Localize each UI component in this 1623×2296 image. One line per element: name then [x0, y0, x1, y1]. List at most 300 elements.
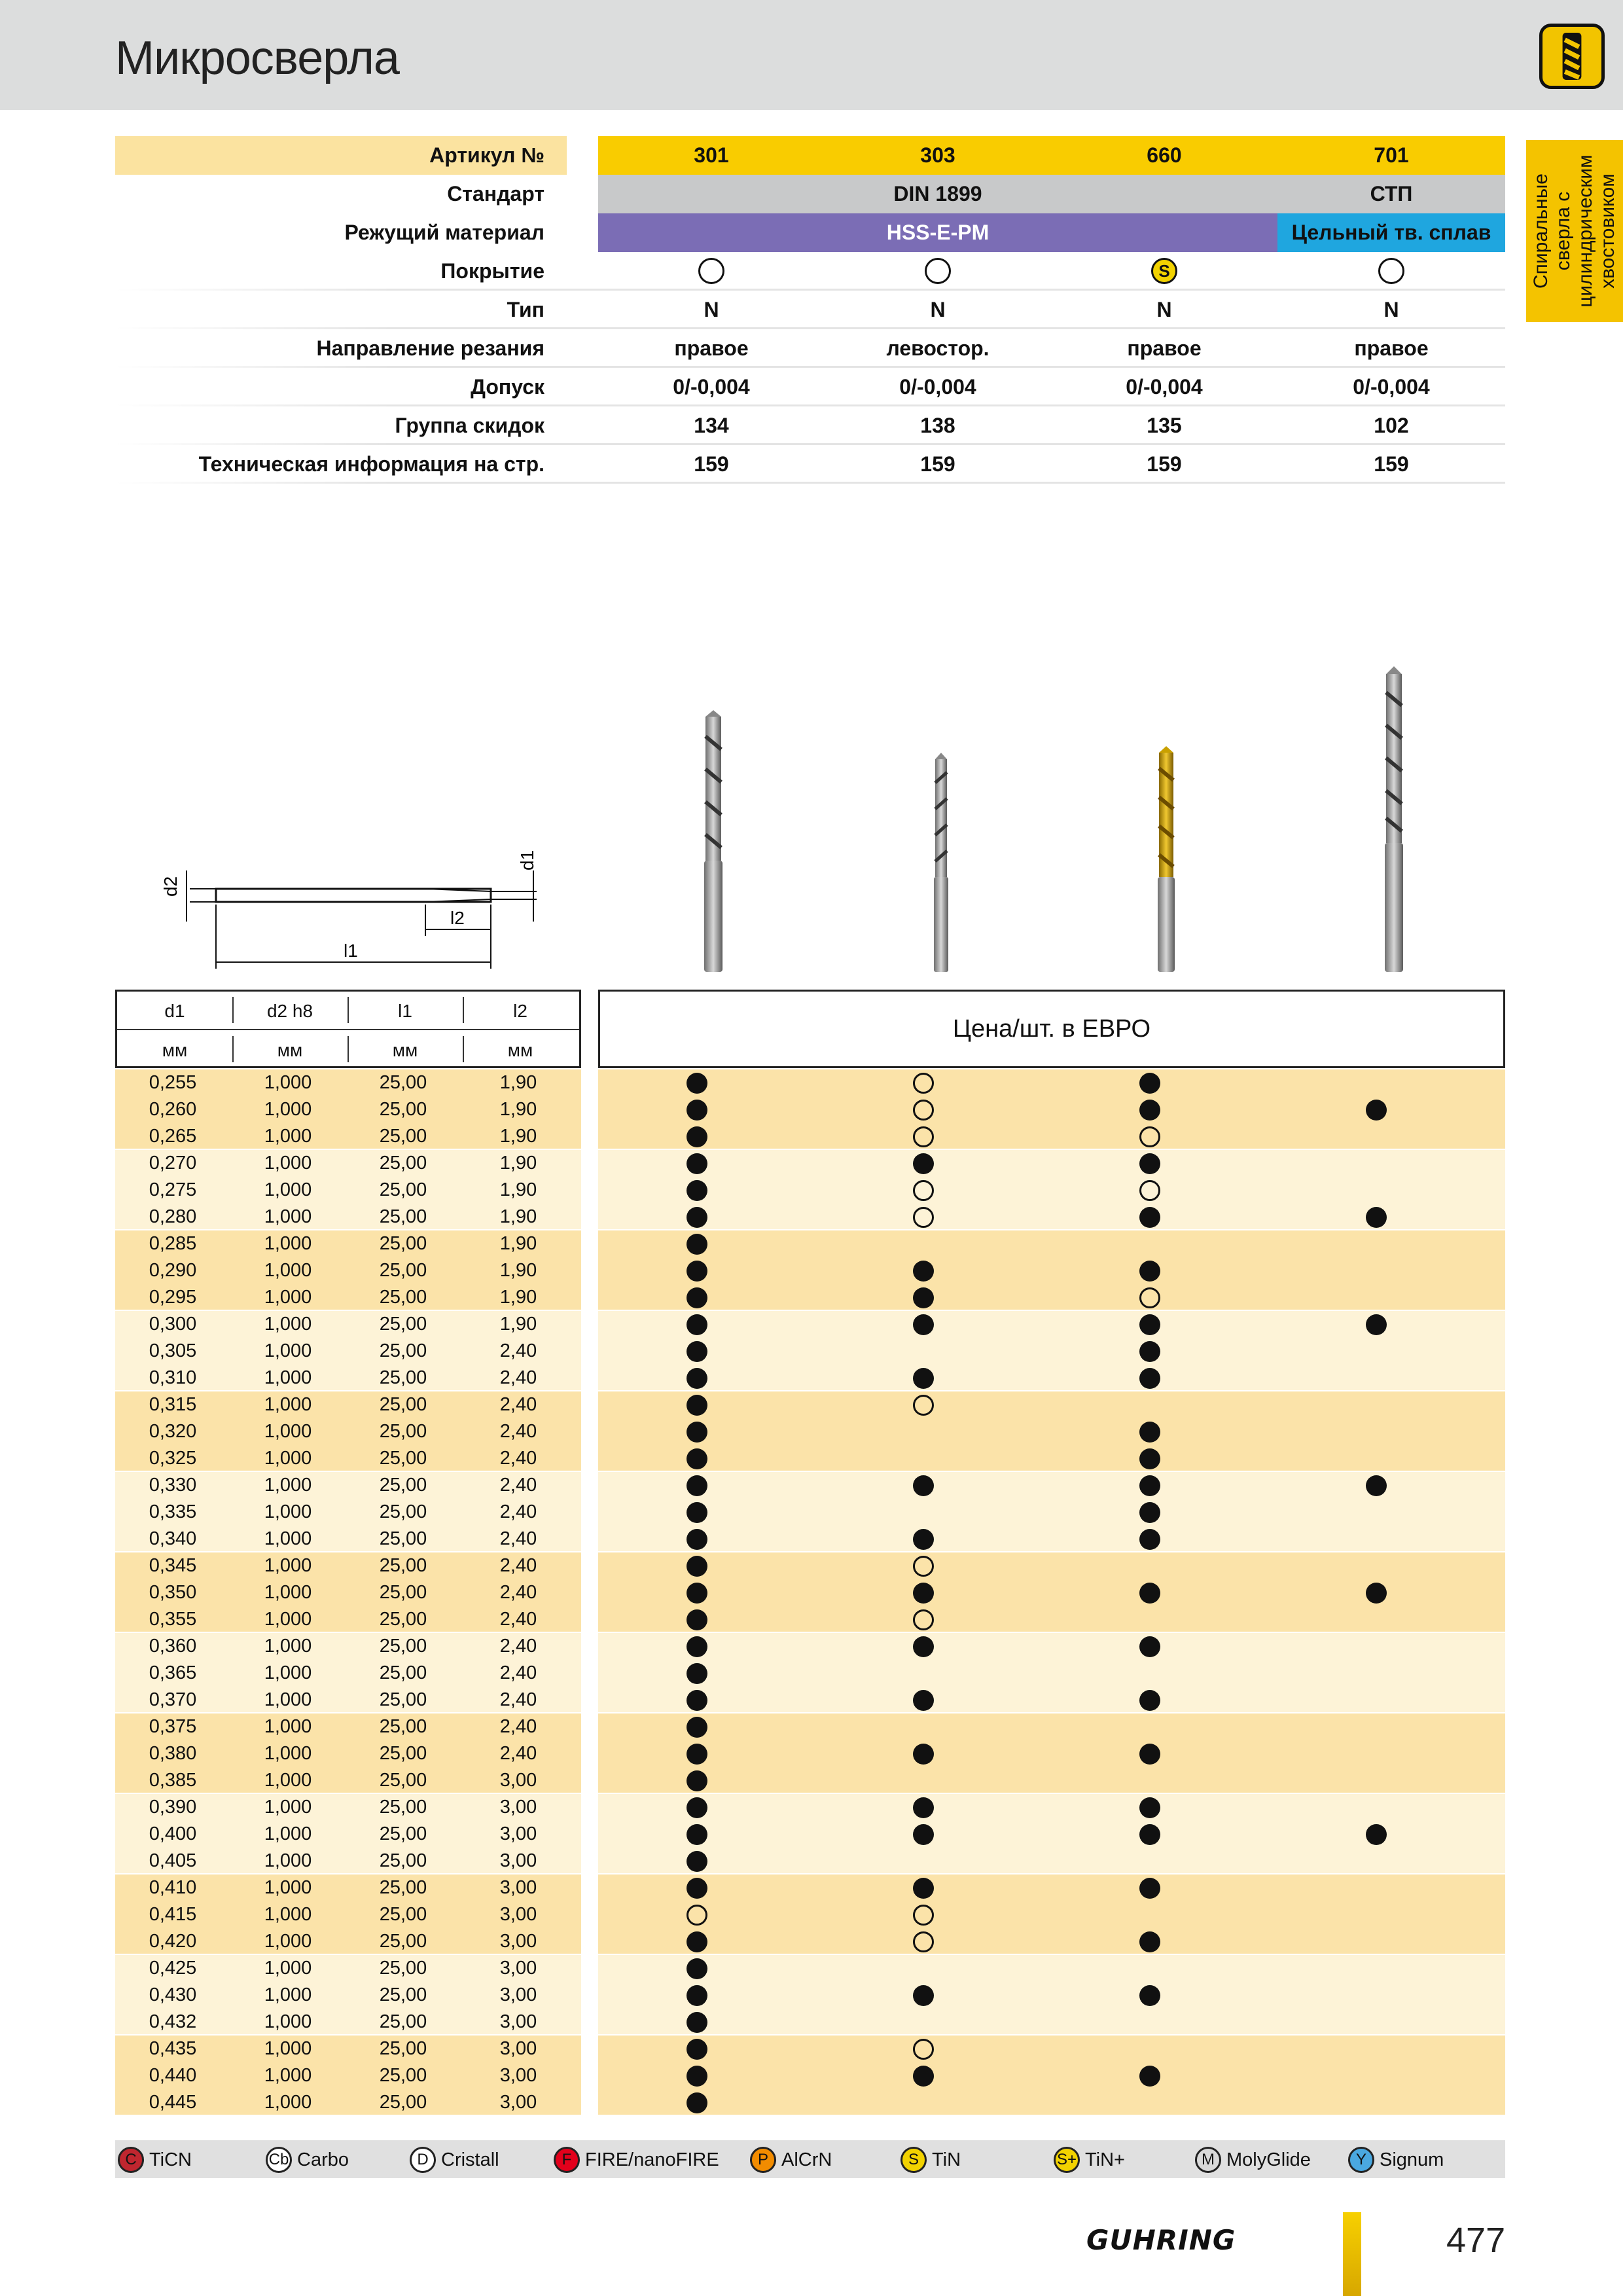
spec-row-type: [115, 291, 1505, 329]
on-request-circle[interactable]: [913, 1207, 934, 1228]
in-stock-dot[interactable]: [913, 1261, 934, 1282]
cell-d1: 0,280: [149, 1206, 197, 1227]
direction-cell: левостор.: [886, 336, 990, 360]
cell-d2: 1,000: [264, 1153, 312, 1174]
in-stock-dot[interactable]: [1139, 1448, 1160, 1469]
availability-cells: [598, 1928, 1505, 1955]
coating-badge-icon: C: [118, 2147, 144, 2173]
in-stock-dot[interactable]: [1139, 1931, 1160, 1952]
cell-d1: 0,355: [149, 1609, 197, 1630]
dimension-cells: [115, 1365, 581, 1391]
dimension-cells: [115, 1660, 581, 1687]
cell-l1: 25,00: [379, 1609, 427, 1630]
spec-row-standard: [115, 175, 1505, 213]
info-page-link[interactable]: 159: [1147, 452, 1182, 476]
in-stock-dot[interactable]: [687, 1931, 707, 1952]
on-request-circle[interactable]: [1139, 1287, 1160, 1308]
table-row: [115, 1123, 1505, 1150]
dimension-cells: [115, 1552, 581, 1579]
in-stock-dot[interactable]: [687, 1583, 707, 1604]
in-stock-dot[interactable]: [687, 2039, 707, 2060]
cell-d1: 0,432: [149, 2011, 197, 2032]
legend-label: Cristall: [441, 2149, 499, 2170]
cell-d1: 0,325: [149, 1448, 197, 1469]
cell-d2: 1,000: [264, 1877, 312, 1898]
cell-d1: 0,415: [149, 1904, 197, 1925]
in-stock-dot[interactable]: [1139, 1797, 1160, 1818]
in-stock-dot[interactable]: [687, 1717, 707, 1738]
in-stock-dot[interactable]: [687, 1744, 707, 1765]
cell-l1: 25,00: [379, 1394, 427, 1415]
cell-d1: 0,400: [149, 1823, 197, 1844]
cell-d1: 0,290: [149, 1260, 197, 1281]
cell-d2: 1,000: [264, 1609, 312, 1630]
cell-l1: 25,00: [379, 1636, 427, 1657]
in-stock-dot[interactable]: [687, 1287, 707, 1308]
cell-d1: 0,310: [149, 1367, 197, 1388]
cell-l2: 1,90: [499, 1260, 537, 1281]
table-row: [115, 1633, 1505, 1660]
cell-d2: 1,000: [264, 1850, 312, 1871]
in-stock-dot[interactable]: [1139, 1583, 1160, 1604]
in-stock-dot[interactable]: [687, 1609, 707, 1630]
cell-l1: 25,00: [379, 1984, 427, 2005]
cell-d2: 1,000: [264, 1421, 312, 1442]
cell-d2: 1,000: [264, 1206, 312, 1227]
availability-cells: [598, 2036, 1505, 2062]
legend-item: [1348, 2147, 1444, 2173]
in-stock-dot[interactable]: [913, 1583, 934, 1604]
spec-row-info: [115, 445, 1505, 484]
cell-d2: 1,000: [264, 1797, 312, 1818]
dimension-cells: [115, 1499, 581, 1526]
cell-d1: 0,360: [149, 1636, 197, 1657]
in-stock-dot[interactable]: [1139, 1073, 1160, 1094]
page-title: Микросверла: [115, 32, 399, 84]
dimension-cells: [115, 1848, 581, 1874]
table-row: [115, 2036, 1505, 2062]
cell-l1: 25,00: [379, 1153, 427, 1174]
table-row: [115, 1391, 1505, 1418]
drill-image-301: [700, 710, 726, 972]
in-stock-dot[interactable]: [1139, 1636, 1160, 1657]
dimension-cells: [115, 1311, 581, 1338]
price-header-label: Цена/шт. в ЕВРО: [952, 1015, 1151, 1043]
in-stock-dot[interactable]: [913, 1744, 934, 1765]
in-stock-dot[interactable]: [1366, 1475, 1387, 1496]
cell-l1: 25,00: [379, 1314, 427, 1335]
cell-l1: 25,00: [379, 1528, 427, 1549]
cell-l2: 2,40: [499, 1367, 537, 1388]
dimension-cells: [115, 1740, 581, 1767]
in-stock-dot[interactable]: [913, 1153, 934, 1174]
availability-cells: [598, 1391, 1505, 1418]
page-number: 477: [1446, 2221, 1506, 2260]
in-stock-dot[interactable]: [687, 1529, 707, 1550]
in-stock-dot[interactable]: [687, 1502, 707, 1523]
cell-d1: 0,285: [149, 1233, 197, 1254]
in-stock-dot[interactable]: [687, 1663, 707, 1684]
cell-d2: 1,000: [264, 1314, 312, 1335]
table-row: [115, 1499, 1505, 1526]
cell-l1: 25,00: [379, 1662, 427, 1683]
cell-d2: 1,000: [264, 1689, 312, 1710]
in-stock-dot[interactable]: [687, 1556, 707, 1577]
spec-row-coating: [115, 252, 1505, 291]
legend-item: [410, 2147, 499, 2173]
in-stock-dot[interactable]: [687, 1448, 707, 1469]
cell-d2: 1,000: [264, 1260, 312, 1281]
availability-cells: [598, 1579, 1505, 1606]
on-request-circle[interactable]: [913, 1100, 934, 1121]
in-stock-dot[interactable]: [913, 1797, 934, 1818]
dimension-cells: [115, 2036, 581, 2062]
in-stock-dot[interactable]: [687, 1797, 707, 1818]
dimension-cells: [115, 1150, 581, 1177]
in-stock-dot[interactable]: [1366, 1314, 1387, 1335]
article-cell: 660: [1147, 143, 1182, 167]
on-request-circle[interactable]: [1139, 1126, 1160, 1147]
cell-l2: 2,40: [499, 1394, 537, 1415]
legend-label: MolyGlide: [1226, 2149, 1311, 2170]
availability-cells: [598, 1204, 1505, 1230]
coating-badge-icon: S+: [1054, 2147, 1080, 2173]
in-stock-dot[interactable]: [913, 1878, 934, 1899]
in-stock-dot[interactable]: [1139, 1690, 1160, 1711]
table-row: [115, 1687, 1505, 1713]
tolerance-cell: 0/-0,004: [1353, 375, 1430, 399]
spec-row-tolerance: [115, 368, 1505, 406]
spec-label: Стандарт: [447, 182, 544, 206]
dimension-cells: [115, 1687, 581, 1713]
on-request-circle[interactable]: [913, 2039, 934, 2060]
in-stock-dot[interactable]: [687, 1341, 707, 1362]
cell-l2: 2,40: [499, 1528, 537, 1549]
cell-l1: 25,00: [379, 2011, 427, 2032]
in-stock-dot[interactable]: [913, 1287, 934, 1308]
cell-d2: 1,000: [264, 1636, 312, 1657]
in-stock-dot[interactable]: [1139, 1261, 1160, 1282]
table-row: [115, 1150, 1505, 1177]
in-stock-dot[interactable]: [687, 2092, 707, 2113]
cell-d2: 1,000: [264, 1394, 312, 1415]
cell-l2: 3,00: [499, 2038, 537, 2059]
availability-cells: [598, 1338, 1505, 1365]
cell-d1: 0,425: [149, 1958, 197, 1979]
table-row: [115, 1821, 1505, 1848]
in-stock-dot[interactable]: [687, 1878, 707, 1899]
cell-d1: 0,260: [149, 1099, 197, 1120]
cell-d2: 1,000: [264, 1501, 312, 1522]
table-row: [115, 1982, 1505, 2009]
spec-label: Режущий материал: [344, 221, 544, 244]
in-stock-dot[interactable]: [687, 1770, 707, 1791]
cell-l2: 2,40: [499, 1662, 537, 1683]
table-row: [115, 2009, 1505, 2036]
uncoated-icon: [1378, 258, 1404, 284]
availability-cells: [598, 2089, 1505, 2116]
availability-cells: [598, 1794, 1505, 1821]
availability-cells: [598, 1365, 1505, 1391]
in-stock-dot[interactable]: [1139, 1502, 1160, 1523]
coating-badge-icon: Cb: [266, 2147, 292, 2173]
in-stock-dot[interactable]: [687, 1368, 707, 1389]
dimension-cells: [115, 2009, 581, 2036]
dimension-cells: [115, 1955, 581, 1982]
table-row: [115, 1472, 1505, 1499]
cell-d2: 1,000: [264, 1126, 312, 1147]
in-stock-dot[interactable]: [687, 1126, 707, 1147]
cell-l2: 2,40: [499, 1609, 537, 1630]
legend-item: [118, 2147, 192, 2173]
cell-d1: 0,340: [149, 1528, 197, 1549]
in-stock-dot[interactable]: [1366, 1824, 1387, 1845]
cell-l1: 25,00: [379, 1877, 427, 1898]
on-request-circle[interactable]: [1139, 1180, 1160, 1201]
table-row: [115, 1096, 1505, 1123]
side-tab-text: Спиральные сверла с цилиндрическим хвостовиком: [1530, 154, 1618, 308]
spec-label: Группа скидок: [395, 414, 544, 437]
cell-d2: 1,000: [264, 1984, 312, 2005]
cell-l2: 3,00: [499, 1823, 537, 1844]
table-row: [115, 1445, 1505, 1472]
in-stock-dot[interactable]: [687, 1153, 707, 1174]
dimension-cells: [115, 1633, 581, 1660]
in-stock-dot[interactable]: [1139, 2066, 1160, 2087]
in-stock-dot[interactable]: [687, 1207, 707, 1228]
cell-l1: 25,00: [379, 1448, 427, 1469]
info-page-link[interactable]: 159: [694, 452, 729, 476]
in-stock-dot[interactable]: [687, 1851, 707, 1872]
in-stock-dot[interactable]: [687, 1180, 707, 1201]
availability-cells: [598, 1982, 1505, 2009]
cell-l1: 25,00: [379, 2092, 427, 2113]
dim-label-d1: d1: [517, 850, 537, 870]
col-header-l2: l2: [513, 1001, 527, 1021]
in-stock-dot[interactable]: [1366, 1207, 1387, 1228]
cell-l1: 25,00: [379, 1421, 427, 1442]
cell-l1: 25,00: [379, 1287, 427, 1308]
availability-cells: [598, 1874, 1505, 1901]
on-request-circle[interactable]: [913, 1556, 934, 1577]
article-cell: 301: [694, 143, 729, 167]
in-stock-dot[interactable]: [1139, 1824, 1160, 1845]
dimension-cells: [115, 2062, 581, 2089]
on-request-circle[interactable]: [913, 1609, 934, 1630]
on-request-circle[interactable]: [913, 1931, 934, 1952]
cell-l1: 25,00: [379, 1770, 427, 1791]
legend-label: TiN: [932, 2149, 961, 2170]
in-stock-dot[interactable]: [687, 1395, 707, 1416]
cell-d2: 1,000: [264, 1528, 312, 1549]
info-page-link[interactable]: 159: [920, 452, 955, 476]
table-row: [115, 1794, 1505, 1821]
cell-l1: 25,00: [379, 1475, 427, 1496]
in-stock-dot[interactable]: [1139, 1529, 1160, 1550]
availability-cells: [598, 1257, 1505, 1284]
cell-d1: 0,375: [149, 1716, 197, 1737]
table-row: [115, 1901, 1505, 1928]
cell-l1: 25,00: [379, 1958, 427, 1979]
material-cell: HSS-E-PM: [886, 221, 990, 244]
coating-badge-icon: P: [750, 2147, 776, 2173]
standard-cell: DIN 1899: [893, 182, 982, 206]
cell-l1: 25,00: [379, 1072, 427, 1093]
dimension-cells: [115, 1445, 581, 1472]
in-stock-dot[interactable]: [687, 1824, 707, 1845]
in-stock-dot[interactable]: [1139, 1368, 1160, 1389]
info-page-link[interactable]: 159: [1374, 452, 1409, 476]
uncoated-icon: [925, 258, 951, 284]
availability-cells: [598, 1848, 1505, 1874]
discount-cell: 134: [694, 414, 729, 437]
on-request-circle[interactable]: [913, 1180, 934, 1201]
in-stock-dot[interactable]: [1139, 1985, 1160, 2006]
in-stock-dot[interactable]: [1366, 1100, 1387, 1121]
cell-l1: 25,00: [379, 1904, 427, 1925]
in-stock-dot[interactable]: [687, 1234, 707, 1255]
in-stock-dot[interactable]: [1139, 1422, 1160, 1443]
legend-label: TiCN: [149, 2149, 192, 2170]
cell-l2: 2,40: [499, 1501, 537, 1522]
cell-d2: 1,000: [264, 2092, 312, 2113]
in-stock-dot[interactable]: [913, 1529, 934, 1550]
cell-d1: 0,350: [149, 1582, 197, 1603]
cell-d1: 0,420: [149, 1931, 197, 1952]
cell-l2: 3,00: [499, 1904, 537, 1925]
cell-d1: 0,295: [149, 1287, 197, 1308]
table-row: [115, 1552, 1505, 1579]
in-stock-dot[interactable]: [687, 2066, 707, 2087]
price-header: [598, 990, 1505, 1068]
cell-d2: 1,000: [264, 1179, 312, 1200]
legend-label: FIRE/nanoFIRE: [585, 2149, 719, 2170]
discount-cell: 138: [920, 414, 955, 437]
in-stock-dot[interactable]: [1139, 1314, 1160, 1335]
availability-cells: [598, 1713, 1505, 1740]
table-row: [115, 1230, 1505, 1257]
dimension-cells: [115, 1123, 581, 1150]
direction-cell: правое: [674, 336, 749, 360]
dimension-cells: [115, 1982, 581, 2009]
cell-d2: 1,000: [264, 1233, 312, 1254]
cell-d2: 1,000: [264, 1716, 312, 1737]
cell-l1: 25,00: [379, 1260, 427, 1281]
availability-cells: [598, 1552, 1505, 1579]
in-stock-dot[interactable]: [913, 1824, 934, 1845]
cell-d1: 0,300: [149, 1314, 197, 1335]
in-stock-dot[interactable]: [1139, 1153, 1160, 1174]
cell-l1: 25,00: [379, 1716, 427, 1737]
cell-l2: 3,00: [499, 1877, 537, 1898]
availability-cells: [598, 1740, 1505, 1767]
dimension-cells: [115, 1069, 581, 1096]
in-stock-dot[interactable]: [687, 1958, 707, 1979]
availability-cells: [598, 1069, 1505, 1096]
in-stock-dot[interactable]: [687, 2012, 707, 2033]
legend-item: [1195, 2147, 1311, 2173]
in-stock-dot[interactable]: [913, 1985, 934, 2006]
cell-d2: 1,000: [264, 1555, 312, 1576]
in-stock-dot[interactable]: [1139, 1100, 1160, 1121]
on-request-circle[interactable]: [913, 1073, 934, 1094]
cell-l2: 3,00: [499, 2011, 537, 2032]
in-stock-dot[interactable]: [687, 1985, 707, 2006]
spec-label: Покрытие: [440, 259, 544, 283]
on-request-circle[interactable]: [913, 1395, 934, 1416]
in-stock-dot[interactable]: [687, 1690, 707, 1711]
in-stock-dot[interactable]: [1366, 1583, 1387, 1604]
table-row: [115, 1955, 1505, 1982]
coating-badge-icon: S: [901, 2147, 927, 2173]
in-stock-dot[interactable]: [687, 1100, 707, 1121]
coating-badge-icon: F: [554, 2147, 580, 2173]
table-row: [115, 1311, 1505, 1338]
on-request-circle[interactable]: [913, 1126, 934, 1147]
dimension-cells: [115, 1874, 581, 1901]
in-stock-dot[interactable]: [1139, 1475, 1160, 1496]
table-row: [115, 1418, 1505, 1445]
spec-label: Техническая информация на стр.: [198, 452, 544, 476]
dimension-cells: [115, 1767, 581, 1794]
side-category-tab[interactable]: [1526, 140, 1623, 322]
coating-badge-icon: M: [1195, 2147, 1221, 2173]
cell-l2: 3,00: [499, 1770, 537, 1791]
spec-row-material: [115, 213, 1505, 252]
availability-cells: [598, 1177, 1505, 1204]
in-stock-dot[interactable]: [913, 1690, 934, 1711]
dimension-cells: [115, 1177, 581, 1204]
in-stock-dot[interactable]: [687, 1314, 707, 1335]
cell-d2: 1,000: [264, 1904, 312, 1925]
cell-l2: 2,40: [499, 1448, 537, 1469]
cell-l2: 2,40: [499, 1340, 537, 1361]
dim-label-l1: l1: [344, 941, 358, 961]
in-stock-dot[interactable]: [913, 1314, 934, 1335]
in-stock-dot[interactable]: [913, 1475, 934, 1496]
on-request-circle[interactable]: [687, 1905, 707, 1926]
in-stock-dot[interactable]: [687, 1422, 707, 1443]
legend-label: Signum: [1380, 2149, 1444, 2170]
in-stock-dot[interactable]: [913, 1636, 934, 1657]
on-request-circle[interactable]: [913, 1905, 934, 1926]
in-stock-dot[interactable]: [687, 1636, 707, 1657]
cell-d1: 0,370: [149, 1689, 197, 1710]
cell-d1: 0,335: [149, 1501, 197, 1522]
table-row: [115, 2062, 1505, 2089]
in-stock-dot[interactable]: [1139, 1341, 1160, 1362]
availability-cells: [598, 1606, 1505, 1633]
in-stock-dot[interactable]: [1139, 1207, 1160, 1228]
in-stock-dot[interactable]: [1139, 1744, 1160, 1765]
col-header-d2: d2 h8: [266, 1001, 313, 1021]
in-stock-dot[interactable]: [687, 1475, 707, 1496]
in-stock-dot[interactable]: [913, 2066, 934, 2087]
availability-cells: [598, 1767, 1505, 1794]
in-stock-dot[interactable]: [913, 1368, 934, 1389]
table-row: [115, 1204, 1505, 1230]
in-stock-dot[interactable]: [687, 1073, 707, 1094]
availability-cells: [598, 1418, 1505, 1445]
coating-badge-icon: Y: [1348, 2147, 1374, 2173]
discount-cell: 135: [1147, 414, 1182, 437]
in-stock-dot[interactable]: [1139, 1878, 1160, 1899]
in-stock-dot[interactable]: [687, 1261, 707, 1282]
table-row: [115, 2089, 1505, 2116]
cell-l2: 3,00: [499, 2065, 537, 2086]
cell-d2: 1,000: [264, 1662, 312, 1683]
table-row: [115, 1365, 1505, 1391]
